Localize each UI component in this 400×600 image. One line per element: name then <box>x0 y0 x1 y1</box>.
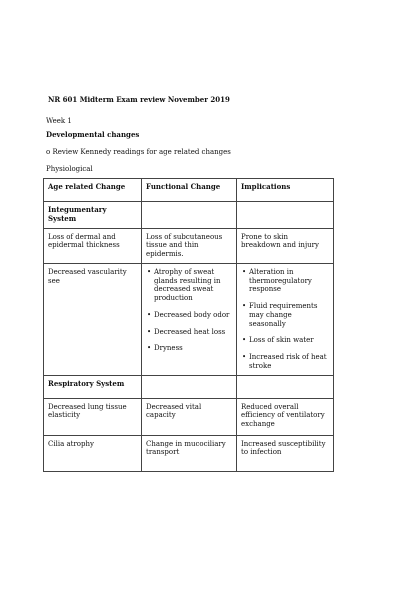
list-item <box>241 336 329 345</box>
list-item-text: Decreased heat loss <box>154 327 226 336</box>
cell-implications: Prone to skin breakdown and injury <box>237 228 334 263</box>
bullet-icon: • <box>242 336 247 345</box>
bullet-icon: • <box>242 302 247 310</box>
bullet-icon: • <box>147 267 152 276</box>
cell-functional: Change in mucociliary transport <box>142 435 237 471</box>
cell-change: Cilia atrophy <box>44 435 142 471</box>
week-label: Week 1 <box>46 117 72 125</box>
list-item <box>146 328 232 337</box>
cell-implications: Increased susceptibility to infection <box>237 435 334 471</box>
table-header-row <box>44 179 334 202</box>
bullet-icon: • <box>242 267 247 276</box>
cell-functional: Loss of subcutaneous tissue and thin epidermis. <box>142 228 237 263</box>
table-row <box>44 228 334 263</box>
list-item-text: Loss of skin water <box>249 336 314 345</box>
list-item-text: Fluid requirements may change seasonally <box>249 302 318 328</box>
cell-change: Decreased vascularity see <box>44 263 142 375</box>
document-title: NR 601 Midterm Exam review November 2019 <box>48 95 230 104</box>
section-heading: Developmental changes <box>46 130 140 139</box>
review-note: o Review Kennedy readings for age related changes <box>46 148 231 156</box>
bullet-icon: • <box>242 353 247 361</box>
header-implications: Implications <box>237 179 334 202</box>
list-item <box>146 344 232 353</box>
list-item <box>241 302 329 328</box>
table-row <box>44 435 334 471</box>
list-item-text: Dryness <box>154 344 183 353</box>
bullet-icon: • <box>147 344 152 353</box>
cell-functional: Decreased vital capacity <box>142 398 237 435</box>
section-row-respiratory <box>44 375 334 398</box>
cell-implications: Reduced overall efficiency of ventilatory exchange <box>237 398 334 435</box>
header-functional-change: Functional Change <box>142 179 237 202</box>
section-row-integumentary <box>44 202 334 229</box>
age-related-changes-table <box>43 178 334 472</box>
list-item <box>241 353 329 371</box>
list-item-text: Alteration in thermoregulatory response <box>249 267 312 294</box>
empty-cell <box>142 202 237 229</box>
table-row <box>44 263 334 375</box>
list-item-text: Atrophy of sweat glands resulting in decreased sweat production <box>154 267 221 302</box>
cell-implications <box>237 263 334 375</box>
empty-cell <box>142 375 237 398</box>
cell-change: Decreased lung tissue elasticity <box>44 398 142 435</box>
section-label-integumentary: Integumentary System <box>44 202 142 229</box>
list-item <box>146 311 232 320</box>
functional-bullet-list <box>146 268 232 353</box>
cell-change: Loss of dermal and epidermal thickness <box>44 228 142 263</box>
implications-bullet-list <box>241 268 329 371</box>
empty-cell <box>237 202 334 229</box>
list-item <box>146 268 232 303</box>
bullet-icon: • <box>147 327 152 336</box>
section-label-respiratory: Respiratory System <box>44 375 142 398</box>
empty-cell <box>237 375 334 398</box>
physiological-subheading: Physiological <box>46 165 93 173</box>
list-item-text: Increased risk of heat stroke <box>249 353 327 370</box>
table-row <box>44 398 334 435</box>
list-item <box>241 268 329 294</box>
header-age-related-change: Age related Change <box>44 179 142 202</box>
bullet-icon: • <box>147 310 152 319</box>
list-item-text: Decreased body odor <box>154 310 230 319</box>
cell-functional <box>142 263 237 375</box>
